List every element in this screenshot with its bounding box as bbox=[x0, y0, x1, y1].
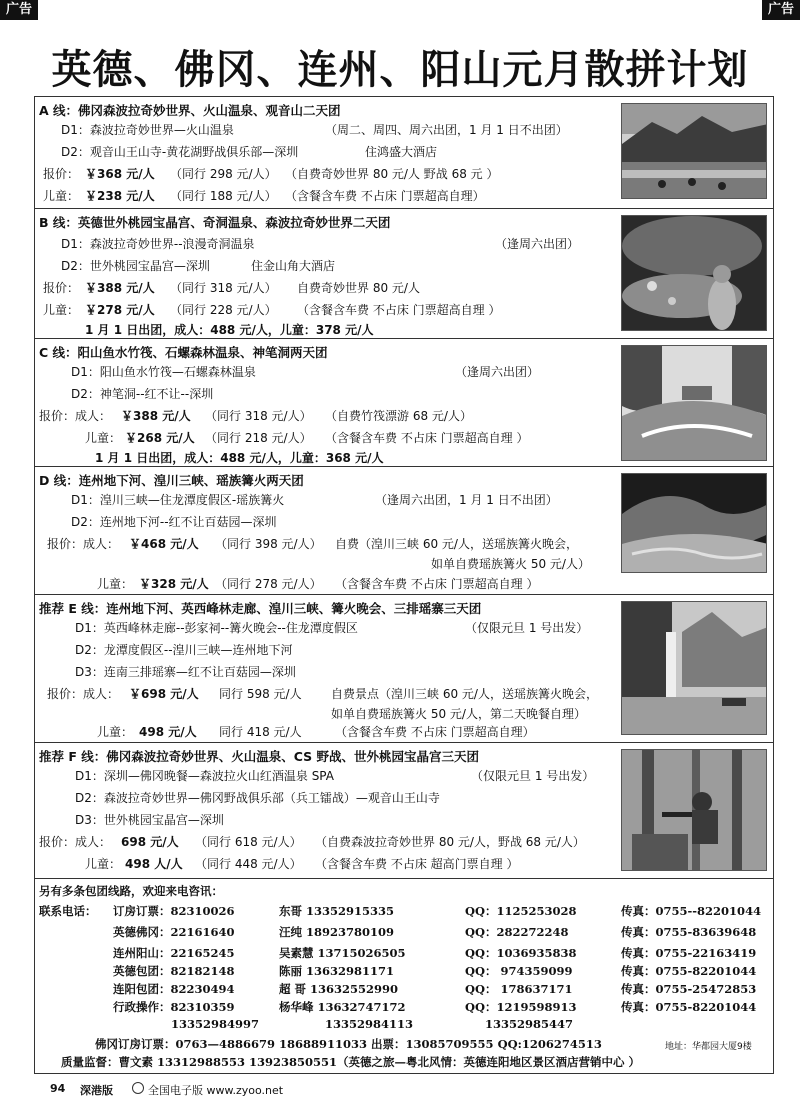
ad-tag-left: 广告 bbox=[0, 0, 38, 20]
route-b-hotel: 住金山角大酒店 bbox=[251, 259, 336, 273]
contact-row-5-col-2: 超 哥 13632552990 bbox=[279, 982, 399, 996]
logo-icon bbox=[132, 1082, 144, 1094]
route-c-price: ￥388 元/人 bbox=[121, 409, 191, 423]
route-a-price: ￥368 元/人 bbox=[85, 167, 155, 181]
contact-row-4-col-1: 英德包团：82182148 bbox=[113, 964, 235, 978]
contact-row-5-col-1: 连阳包团：82230494 bbox=[113, 982, 235, 996]
route-f-photo bbox=[621, 749, 767, 871]
route-b-special: 1 月 1 日出团，成人：488 元/人，儿童：378 元/人 bbox=[85, 323, 374, 337]
route-a-price-extra: （自费奇妙世界 80 元/人 野战 68 元 ） bbox=[285, 167, 499, 181]
contact-row-7-col-2: 13352984113 bbox=[325, 1017, 414, 1031]
quality-supervision: 质量监督：曹文素 13312988553 13923850551（英德之旅—粤北风情：英德连阳地区景区酒店营销中心 ） bbox=[61, 1055, 641, 1069]
route-d-child-label: 儿童： bbox=[97, 577, 134, 591]
route-d-title: D 线：连州地下河、湟川三峡、瑶族篝火两天团 bbox=[39, 473, 304, 488]
route-f-day2: D2：森波拉奇妙世界—佛冈野战俱乐部（兵工镭战）—观音山王山寺 bbox=[75, 791, 440, 805]
route-e-price: ￥698 元/人 bbox=[129, 687, 199, 701]
route-f-price-peer: （同行 618 元/人） bbox=[195, 835, 302, 849]
contact-row-2-col-4: 传真：0755-83639648 bbox=[621, 925, 757, 939]
route-c-price-peer: （同行 318 元/人） bbox=[205, 409, 312, 423]
route-b-day1-note: （逢周六出团） bbox=[495, 237, 580, 251]
route-b-price-peer: （同行 318 元/人） bbox=[170, 281, 277, 295]
page-footer bbox=[0, 1080, 800, 1100]
contact-row-4-col-4: 传真：0755-82201044 bbox=[621, 964, 757, 978]
contact-row-6-col-4: 传真：0755-82201044 bbox=[621, 1000, 757, 1014]
route-c-child-peer: （同行 218 元/人） bbox=[205, 431, 312, 445]
route-d-photo bbox=[621, 473, 767, 573]
contact-row-6-col-3: QQ：1219598913 bbox=[465, 1000, 577, 1014]
route-e-title: 推荐 E 线：连州地下河、英西峰林走廊、湟川三峡、篝火晚会、三排瑶寨三天团 bbox=[39, 601, 482, 616]
route-e-price-extra: 自费景点（湟川三峡 60 元/人，送瑶族篝火晚会， bbox=[331, 687, 598, 701]
route-d-day1-note: （逢周六出团，1 月 1 日不出团） bbox=[375, 493, 558, 507]
route-e-day3: D3：连南三排瑶寨—红不让百菇园—深圳 bbox=[75, 665, 296, 679]
route-c-special: 1 月 1 日出团，成人：488 元/人，儿童：368 元/人 bbox=[95, 451, 384, 465]
route-c-price-extra: （自费竹筏漂游 68 元/人） bbox=[325, 409, 472, 423]
route-f-price-extra: （自费森波拉奇妙世界 80 元/人，野战 68 元/人） bbox=[315, 835, 585, 849]
contact-row-5-col-3: QQ： 178637171 bbox=[465, 982, 573, 996]
route-b-child-peer: （同行 228 元/人） bbox=[170, 303, 277, 317]
route-e-price-extra2: 如单自费瑶族篝火 50 元/人，第二天晚餐自理） bbox=[331, 707, 586, 721]
address: 地址：华都园大厦9楼 bbox=[665, 1042, 752, 1052]
route-c-child-extra: （含餐含车费 不占床 门票超高自理 ） bbox=[325, 431, 529, 445]
contact-row-3-col-3: QQ：1036935838 bbox=[465, 946, 577, 960]
route-e-child-label: 儿童： bbox=[97, 725, 134, 739]
route-c-child-price: ￥268 元/人 bbox=[125, 431, 195, 445]
page-title: 英德、佛冈、连州、阳山元月散拼计划 bbox=[51, 47, 749, 93]
route-a-child-label: 儿童： bbox=[43, 189, 80, 203]
route-b-title: B 线：英德世外桃园宝晶宫、奇洞温泉、森波拉奇妙世界二天团 bbox=[39, 215, 391, 230]
route-list bbox=[34, 96, 774, 1074]
route-a-title: A 线：佛冈森波拉奇妙世界、火山温泉、观音山二天团 bbox=[39, 103, 341, 118]
route-c-photo bbox=[621, 345, 767, 461]
route-a-photo bbox=[621, 103, 767, 199]
route-d-child-extra: （含餐含车费 不占床 门票超高自理 ） bbox=[335, 577, 539, 591]
route-d-price-extra: 自费（湟川三峡 60 元/人，送瑶族篝火晚会， bbox=[335, 537, 578, 551]
route-e-day1: D1：英西峰林走廊--彭家祠--篝火晚会--住龙潭度假区 bbox=[75, 621, 358, 635]
route-d-price-extra2: 如单自费瑶族篝火 50 元/人） bbox=[431, 557, 590, 571]
contact-row-6-col-2: 杨华峰 13632747172 bbox=[279, 1000, 406, 1014]
route-b-child-extra: （含餐含车费 不占床 门票超高自理 ） bbox=[297, 303, 501, 317]
route-b bbox=[35, 209, 773, 339]
contact-row-1-col-4: 传真：0755--82201044 bbox=[621, 904, 762, 918]
route-a-child-peer: （同行 188 元/人） bbox=[170, 189, 277, 203]
route-b-price: ￥388 元/人 bbox=[85, 281, 155, 295]
route-d-day2: D2：连州地下河--红不让百菇园—深圳 bbox=[71, 515, 277, 529]
contact-row-1-col-1: 订房订票：82310026 bbox=[113, 904, 235, 918]
contact-row-4-col-2: 陈丽 13632981171 bbox=[279, 964, 395, 978]
contact-intro: 另有多条包团线路，欢迎来电咨讯： bbox=[39, 884, 223, 898]
route-b-child-price: ￥278 元/人 bbox=[85, 303, 155, 317]
route-c-child-label: 儿童： bbox=[85, 431, 122, 445]
route-a-day2: D2：观音山王山寺-黄花湖野战俱乐部—深圳 bbox=[61, 145, 299, 159]
route-d-child-price: ￥328 元/人 bbox=[139, 577, 209, 591]
route-f-child-extra: （含餐含车费 不占床 超高门票自理 ） bbox=[315, 857, 519, 871]
contact-row-5-col-4: 传真：0755-25472853 bbox=[621, 982, 757, 996]
contact-row-2-col-1: 英德佛冈：22161640 bbox=[113, 925, 235, 939]
route-a-hotel: 住鸿盛大酒店 bbox=[365, 145, 438, 159]
edition-label: 深港版 bbox=[80, 1084, 113, 1097]
route-b-photo bbox=[621, 215, 767, 331]
route-d-price-label: 报价：成人： bbox=[47, 537, 120, 551]
route-c-day1-note: （逢周六出团） bbox=[455, 365, 540, 379]
route-f-child-label: 儿童： bbox=[85, 857, 122, 871]
route-a-child-extra: （含餐含车费 不占床 门票超高自理） bbox=[285, 189, 485, 203]
contact-row-6-col-1: 行政操作：82310359 bbox=[113, 1000, 235, 1014]
route-f-day3: D3：世外桃园宝晶宫—深圳 bbox=[75, 813, 224, 827]
route-e-photo bbox=[621, 601, 767, 735]
route-e-day2: D2：龙潭度假区--湟川三峡—连州地下河 bbox=[75, 643, 293, 657]
route-c-day2: D2：神笔洞--红不让--深圳 bbox=[71, 387, 214, 401]
route-e-child-extra: （含餐含车费 不占床 门票超高自理） bbox=[335, 725, 535, 739]
route-e-child-peer: 同行 418 元/人 bbox=[219, 725, 302, 739]
contact-row-2-col-3: QQ：282272248 bbox=[465, 925, 569, 939]
route-c-day1: D1：阳山鱼水竹筏—石螺森林温泉 bbox=[71, 365, 256, 379]
route-e bbox=[35, 595, 773, 743]
route-b-price-extra: 自费奇妙世界 80 元/人 bbox=[297, 281, 420, 295]
site-link[interactable]: 全国电子版 www.zyoo.net bbox=[148, 1084, 284, 1097]
contact-row-3-col-1: 连州阳山：22165245 bbox=[113, 946, 235, 960]
ad-tag-right: 广告 bbox=[762, 0, 800, 20]
contact-row-7-col-1: 13352984997 bbox=[171, 1017, 260, 1031]
contact-row-3-col-2: 吴素慧 13715026505 bbox=[279, 946, 406, 960]
route-c bbox=[35, 339, 773, 467]
route-a-day1-note: （周二、周四、周六出团，1 月 1 日不出团） bbox=[325, 123, 568, 137]
route-b-day1: D1：森波拉奇妙世界--浪漫奇洞温泉 bbox=[61, 237, 255, 251]
fogang-booking: 佛冈订房订票：0763—4886679 18688911033 出票：13085709555 QQ:1206274513 bbox=[95, 1037, 602, 1051]
route-d-child-peer: （同行 278 元/人） bbox=[215, 577, 322, 591]
contact-row-1-col-2: 东哥 13352915335 bbox=[279, 904, 395, 918]
route-a-price-label: 报价： bbox=[43, 167, 80, 181]
route-b-price-label: 报价： bbox=[43, 281, 80, 295]
route-d-price-peer: （同行 398 元/人） bbox=[215, 537, 322, 551]
route-d-day1: D1：湟川三峡—住龙潭度假区-瑶族篝火 bbox=[71, 493, 285, 507]
route-a-day1: D1：森波拉奇妙世界—火山温泉 bbox=[61, 123, 234, 137]
route-d bbox=[35, 467, 773, 595]
route-f-child-peer: （同行 448 元/人） bbox=[195, 857, 302, 871]
contact-label: 联系电话： bbox=[39, 904, 97, 918]
route-b-day2: D2：世外桃园宝晶宫—深圳 bbox=[61, 259, 210, 273]
page-number: 94 bbox=[50, 1082, 66, 1095]
route-e-price-peer: 同行 598 元/人 bbox=[219, 687, 302, 701]
route-f-title: 推荐 F 线：佛冈森波拉奇妙世界、火山温泉、CS 野战、世外桃园宝晶宫三天团 bbox=[39, 749, 480, 764]
route-f-price-label: 报价：成人： bbox=[39, 835, 112, 849]
route-c-price-label: 报价：成人： bbox=[39, 409, 112, 423]
route-e-child-price: 498 元/人 bbox=[139, 725, 197, 739]
route-a bbox=[35, 97, 773, 209]
route-f-day1: D1：深圳—佛冈晚餐—森波拉火山红酒温泉 SPA bbox=[75, 769, 334, 783]
route-f bbox=[35, 743, 773, 879]
contact-section bbox=[35, 879, 773, 1073]
contact-row-1-col-3: QQ：1125253028 bbox=[465, 904, 577, 918]
route-e-price-label: 报价：成人： bbox=[47, 687, 120, 701]
route-d-price: ￥468 元/人 bbox=[129, 537, 199, 551]
contact-row-7-col-3: 13352985447 bbox=[485, 1017, 574, 1031]
route-a-child-price: ￥238 元/人 bbox=[85, 189, 155, 203]
contact-row-3-col-4: 传真：0755-22163419 bbox=[621, 946, 757, 960]
route-a-price-peer: （同行 298 元/人） bbox=[170, 167, 277, 181]
route-f-day1-note: （仅限元旦 1 号出发） bbox=[471, 769, 595, 783]
contact-row-2-col-2: 汪纯 18923780109 bbox=[279, 925, 395, 939]
contact-row-4-col-3: QQ： 974359099 bbox=[465, 964, 573, 978]
route-f-price: 698 元/人 bbox=[121, 835, 179, 849]
route-b-child-label: 儿童： bbox=[43, 303, 80, 317]
route-f-child-price: 498 人/人 bbox=[125, 857, 183, 871]
route-c-title: C 线：阳山鱼水竹筏、石螺森林温泉、神笔洞两天团 bbox=[39, 345, 328, 360]
route-e-day1-note: （仅限元旦 1 号出发） bbox=[465, 621, 589, 635]
